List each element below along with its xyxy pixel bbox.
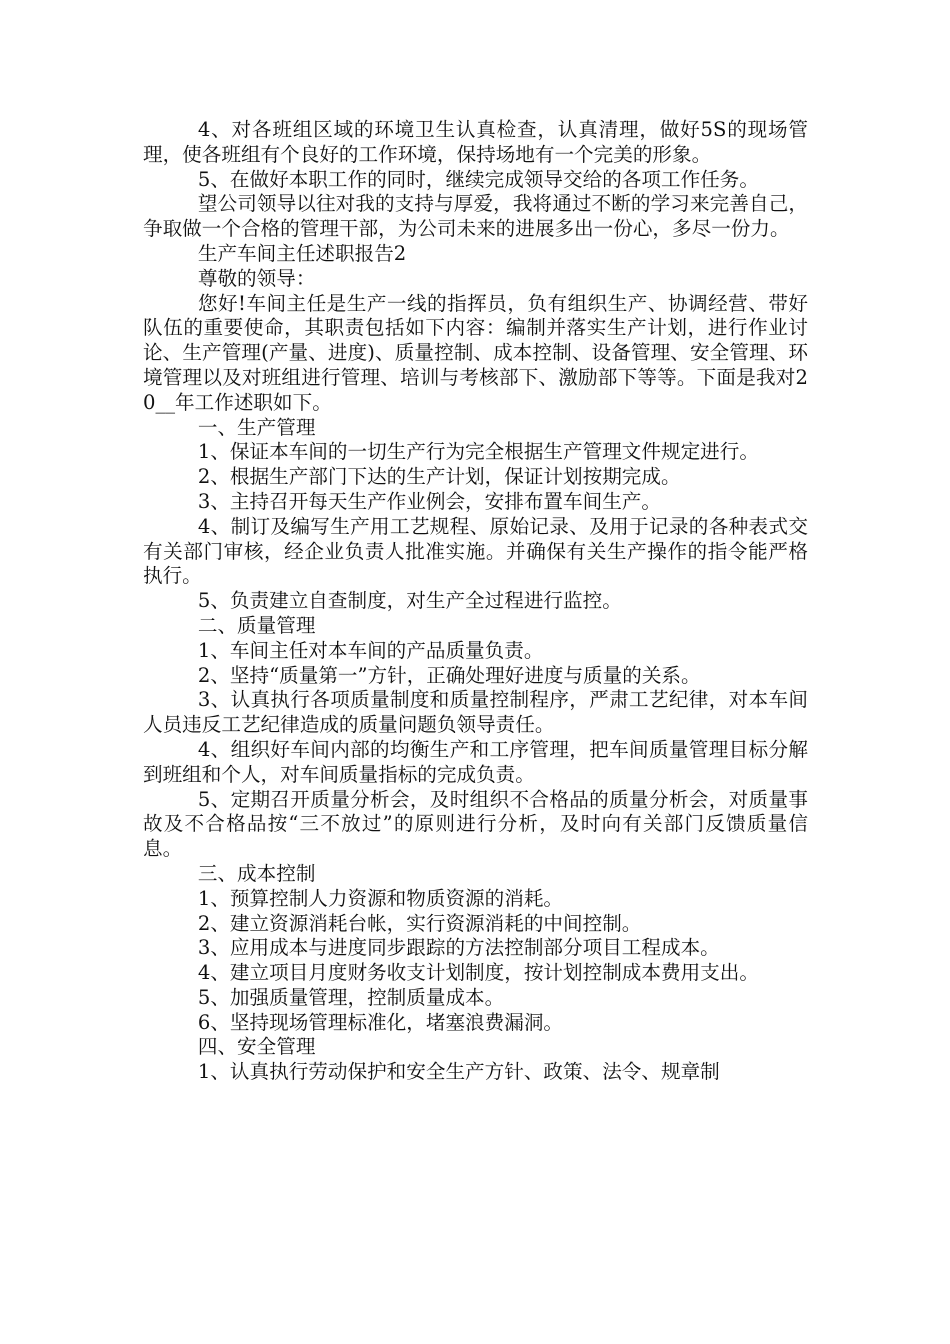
paragraph: 4、建立项目月度财务收支计划制度，按计划控制成本费用支出。 xyxy=(197,961,759,985)
paragraph: 5、负责建立自查制度，对生产全过程进行监控。 xyxy=(197,589,622,613)
paragraph: 您好!车间主任是生产一线的指挥员，负有组织生产、协调经营、带好队伍的重要使命，其职责包括如下内容：编制并落实生产计划，进行作业讨论、生产管理(产量、进度)、质量控制、成本控制、设备管理、安全管理、环境管理以及对班组进行管理、培训与考核部下、激励部下等等。下面是我对20__年工作述职如下。 xyxy=(143,291,808,414)
section-title: 生产车间主任述职报告2 xyxy=(197,241,407,265)
paragraph: 4、制订及编写生产用工艺规程、原始记录、及用于记录的各种表式交有关部门审核，经企业负责人批准实施。并确保有关生产操作的指令能严格执行。 xyxy=(143,514,808,588)
paragraph: 1、认真执行劳动保护和安全生产方针、政策、法令、规章制 xyxy=(197,1060,720,1084)
paragraph: 5、定期召开质量分析会，及时组织不合格品的质量分析会，对质量事故及不合格品按“三不放过”的原则进行分析，及时向有关部门反馈质量信息。 xyxy=(143,787,808,861)
salutation: 尊敬的领导： xyxy=(197,266,316,290)
paragraph: 1、保证本车间的一切生产行为完全根据生产管理文件规定进行。 xyxy=(197,440,759,464)
paragraph: 望公司领导以往对我的支持与厚爱，我将通过不断的学习来完善自己，争取做一个合格的管理干部，为公司未来的进展多出一份心，多尽一份力。 xyxy=(143,192,808,241)
document-body xyxy=(143,118,808,1085)
paragraph: 6、坚持现场管理标准化，堵塞浪费漏洞。 xyxy=(197,1010,564,1034)
paragraph: 5、加强质量管理，控制质量成本。 xyxy=(197,985,505,1009)
section-heading: 三、成本控制 xyxy=(197,861,316,885)
paragraph: 5、在做好本职工作的同时，继续完成领导交给的各项工作任务。 xyxy=(197,167,759,191)
section-heading: 二、质量管理 xyxy=(197,613,316,637)
paragraph: 4、对各班组区域的环境卫生认真检查，认真清理，做好5S的现场管理，使各班组有个良好的工作环境，保持场地有一个完美的形象。 xyxy=(143,118,808,166)
section-heading: 一、生产管理 xyxy=(197,415,316,439)
paragraph: 2、根据生产部门下达的生产计划，保证计划按期完成。 xyxy=(197,465,681,489)
paragraph: 3、认真执行各项质量制度和质量控制程序，严肃工艺纪律，对本车间人员违反工艺纪律造成的质量问题负领导责任。 xyxy=(143,688,808,737)
paragraph: 1、预算控制人力资源和物质资源的消耗。 xyxy=(197,886,564,910)
paragraph: 2、建立资源消耗台帐，实行资源消耗的中间控制。 xyxy=(197,911,642,935)
section-heading: 四、安全管理 xyxy=(197,1035,316,1059)
paragraph: 3、主持召开每天生产作业例会，安排布置车间生产。 xyxy=(197,489,661,513)
paragraph: 4、组织好车间内部的均衡生产和工序管理，把车间质量管理目标分解到班组和个人，对车间质量指标的完成负责。 xyxy=(143,737,808,786)
paragraph: 2、坚持“质量第一”方针，正确处理好进度与质量的关系。 xyxy=(197,663,701,687)
paragraph: 1、车间主任对本车间的产品质量负责。 xyxy=(197,638,544,662)
paragraph: 3、应用成本与进度同步跟踪的方法控制部分项目工程成本。 xyxy=(197,936,720,960)
